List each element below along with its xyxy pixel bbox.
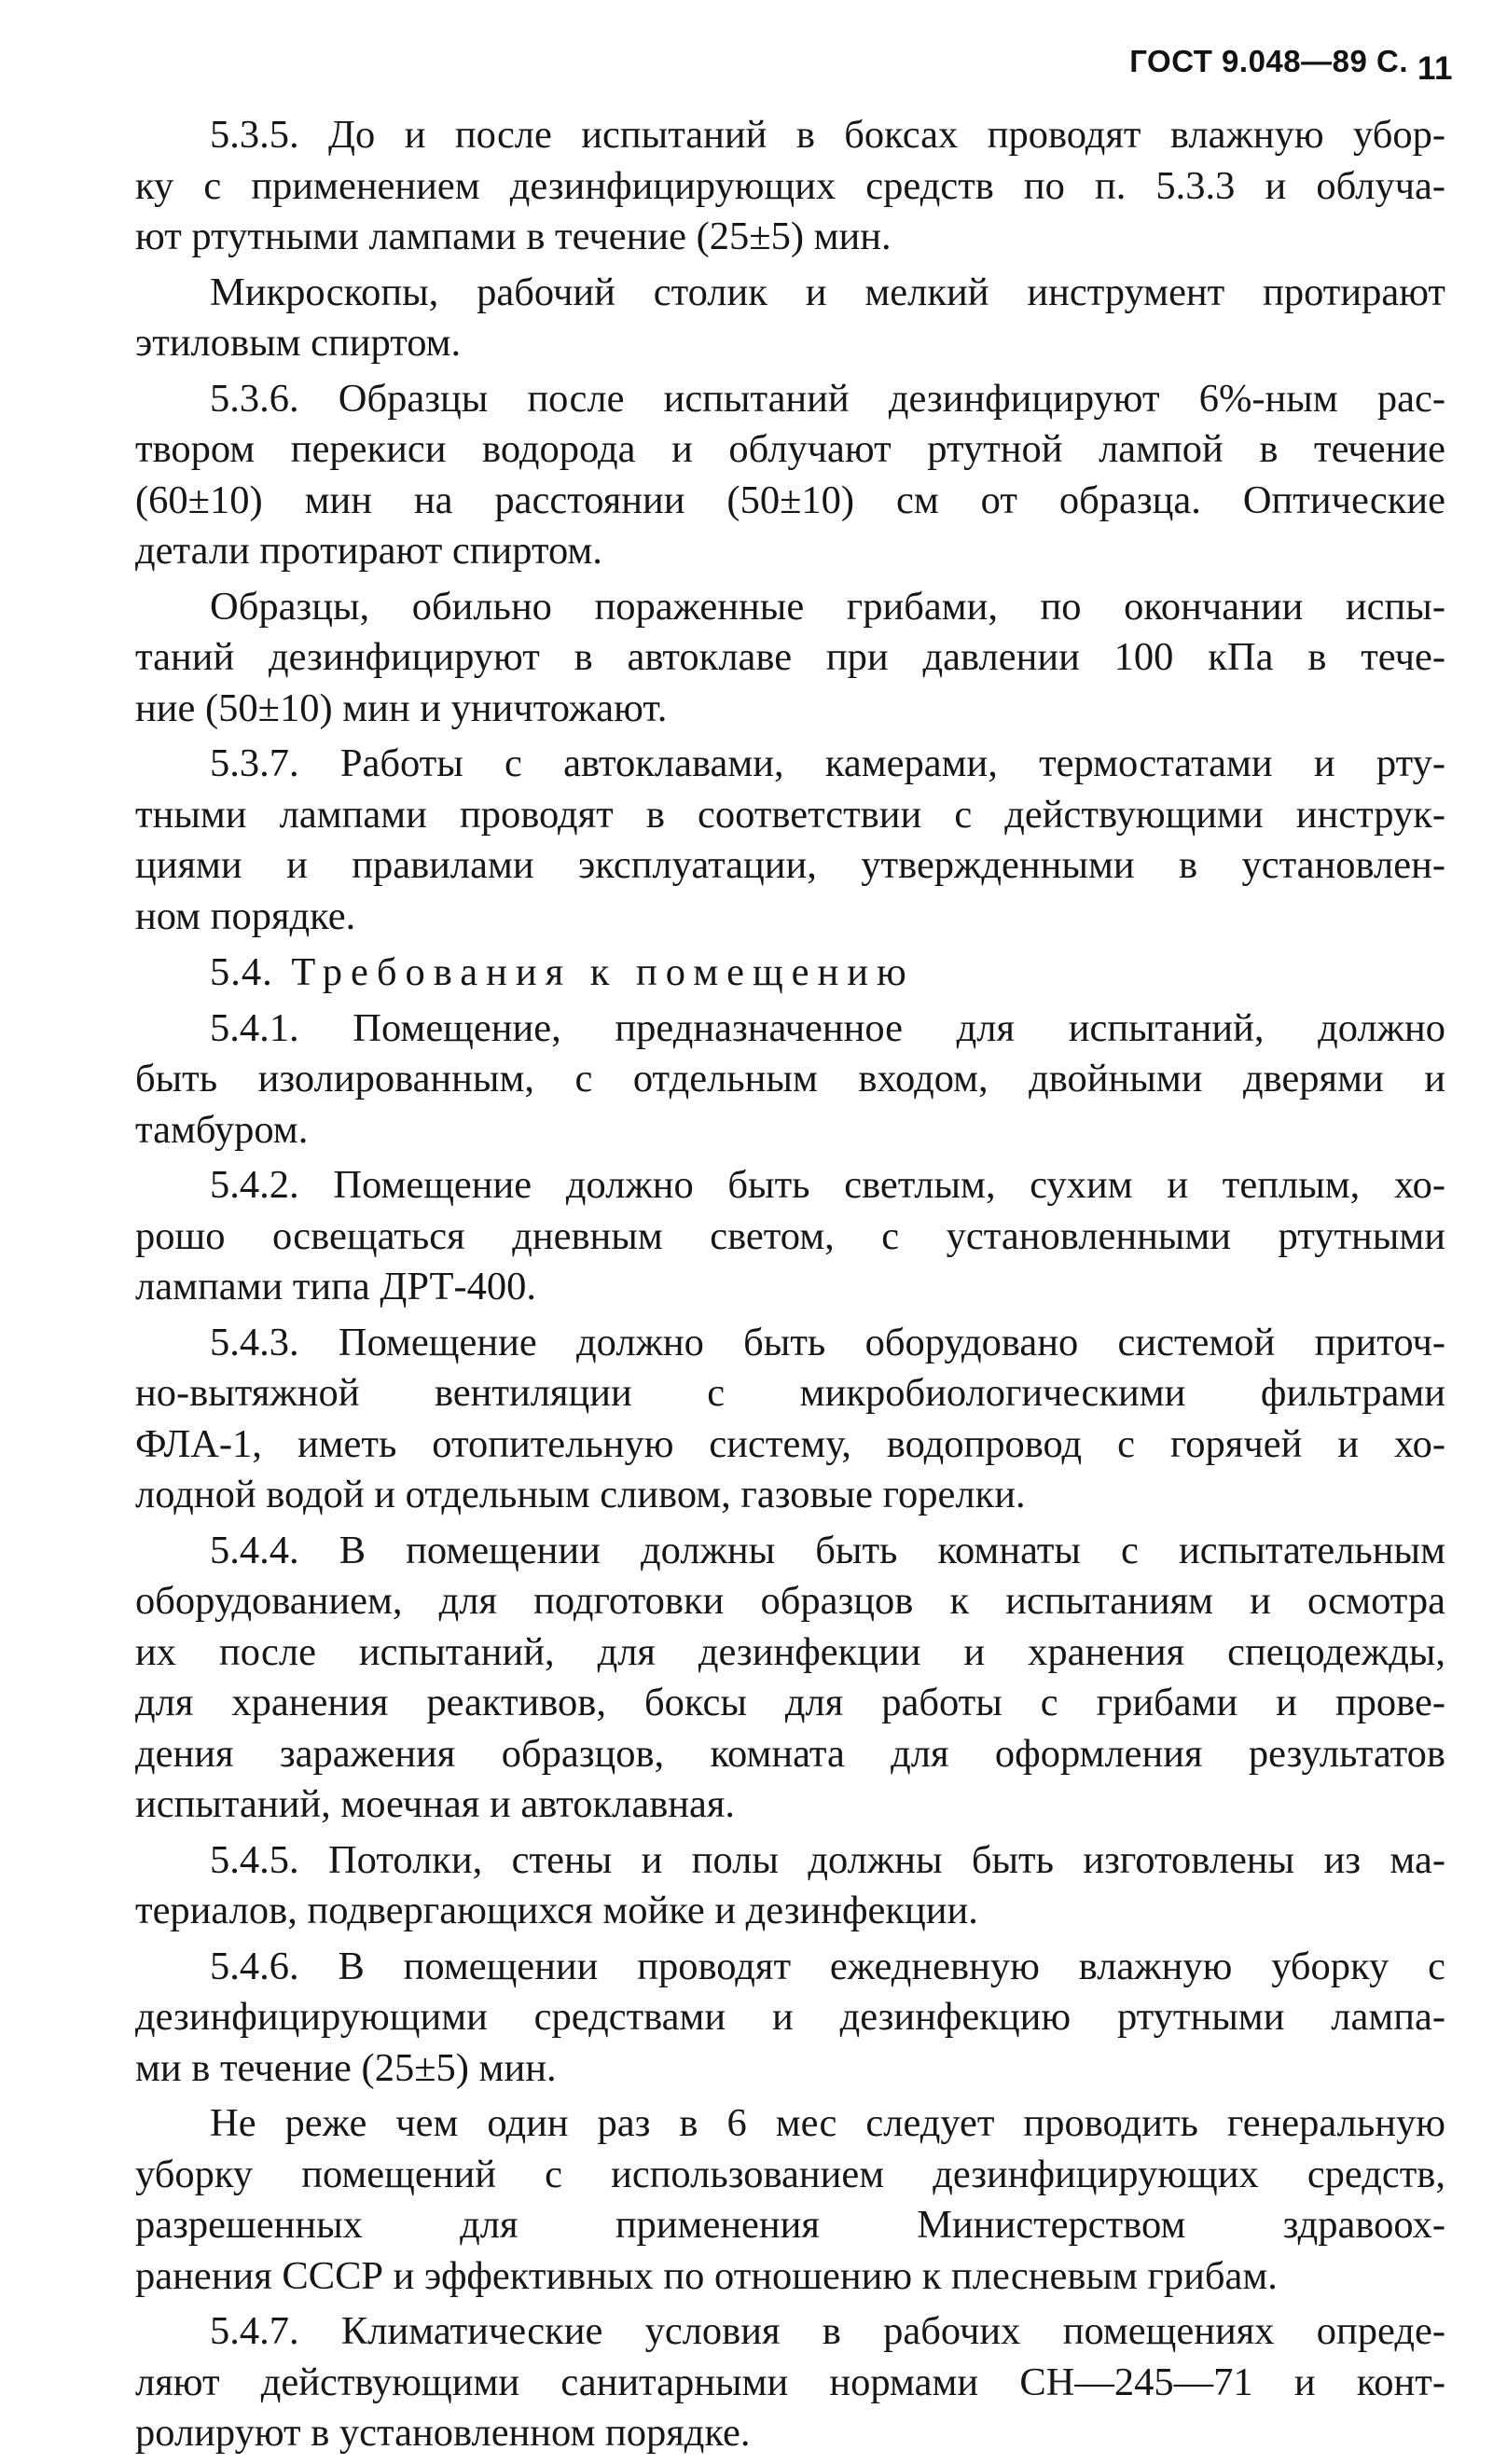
text-line: 5.4.3. Помещение должно быть оборудовано системой приточ- (210, 1320, 1445, 1364)
text-line: 5.4.1. Помещение, предназначенное для испытаний, должно (210, 1005, 1445, 1050)
text-line: испытаний, моечная и автоклавная. (135, 1782, 736, 1826)
text-line: лампами типа ДРТ-400. (135, 1265, 537, 1308)
paragraph (135, 268, 1445, 369)
paragraph (135, 2098, 1445, 2302)
paragraph (135, 1526, 1445, 1831)
text-line: тными лампами проводят в соответствии с действующими инструк- (135, 792, 1445, 837)
paragraph (135, 1835, 1445, 1937)
text-line: этиловым спиртом. (135, 321, 462, 365)
text-line: 5.4.6. В помещении проводят ежедневную влажную уборку с (210, 1944, 1445, 1988)
text-line: твором перекиси водорода и облучают ртутной лампой в течение (135, 427, 1445, 471)
paragraph (135, 739, 1445, 942)
text-line: ку с применением дезинфицирующих средств по п. 5.3.3 и облуча- (135, 163, 1445, 208)
text-line: ние (50±10) мин и уничтожают. (135, 685, 668, 730)
text-line: оборудованием, для подготовки образцов к испытаниям и осмотра (135, 1579, 1445, 1623)
text-line: Не реже чем один раз в 6 мес следует проводить генеральную (210, 2101, 1445, 2145)
text-line: ролируют в установленном порядке. (135, 2411, 751, 2455)
text-line: 5.4.5. Потолки, стены и полы должны быть изготовлены из ма- (210, 1837, 1445, 1882)
text-line: дезинфицирующими средствами и дезинфекцию ртутными лампа- (135, 1995, 1445, 2039)
standard-designation: ГОСТ 9.048—89 С. (1129, 44, 1408, 78)
text-line: 5.3.7. Работы с автоклавами, камерами, термостатами и рту- (210, 741, 1445, 785)
text-line: 5.3.5. До и после испытаний в боксах проводят влажную убор- (210, 113, 1445, 157)
text-line: ФЛА-1, иметь отопительную систему, водопровод с горячей и хо- (135, 1421, 1445, 1466)
text-line: таний дезинфицируют в автоклаве при давлении 100 кПа в тече- (135, 635, 1445, 679)
paragraph (135, 1004, 1445, 1156)
text-line: 5.4.4. В помещении должны быть комнаты с испытательным (210, 1528, 1445, 1572)
text-line: дения заражения образцов, комната для оформления результатов (135, 1731, 1445, 1776)
section-heading (135, 948, 1445, 999)
text-line: Микроскопы, рабочий столик и мелкий инструмент протирают (210, 270, 1445, 314)
text-line: уборку помещений с использованием дезинфицирующих средств, (135, 2152, 1445, 2196)
text-line: быть изолированным, с отдельным входом, двойными дверями и (135, 1057, 1445, 1100)
paragraph (135, 582, 1445, 735)
text-line: для хранения реактивов, боксы для работы с грибами и прове- (135, 1681, 1445, 1724)
text-line: ют ртутными лампами в течение (25±5) мин. (135, 215, 892, 258)
text-line: но-вытяжной вентиляции с микробиологическими фильтрами (135, 1371, 1445, 1415)
text-line: териалов, подвергающихся мойке и дезинфекции. (135, 1889, 978, 1932)
text-line: ном порядке. (135, 893, 356, 938)
text-line: Образцы, обильно пораженные грибами, по окончании испы- (210, 584, 1445, 629)
text-line: их после испытаний, для дезинфекции и хранения спецодежды, (135, 1629, 1445, 1674)
paragraph (135, 2306, 1445, 2459)
text-line: ранения СССР и эффективных по отношению к плесневым грибам. (135, 2253, 1278, 2298)
section-heading-text: Требования к помещению (291, 950, 915, 994)
text-line: ми в течение (25±5) мин. (135, 2045, 557, 2090)
page-number: 11 (1417, 50, 1453, 87)
text-line: циями и правилами эксплуатации, утвержденными в установлен- (135, 843, 1445, 887)
text-line: детали протирают спиртом. (135, 529, 602, 573)
text-line: рошо освещаться дневным светом, с установленными ртутными (135, 1213, 1445, 1258)
text-line: разрешенных для применения Министерством здравоох- (135, 2203, 1445, 2247)
paragraph (135, 1318, 1445, 1521)
section-5-4-paragraphs (135, 1004, 1445, 2459)
paragraph (135, 374, 1445, 577)
text-line: 5.4.7. Климатические условия в рабочих помещениях опреде- (210, 2309, 1445, 2353)
text-line: (60±10) мин на расстоянии (50±10) см от образца. Оптические (135, 478, 1445, 522)
section-5-3-paragraphs (135, 110, 1445, 942)
paragraph (135, 1942, 1445, 2095)
text-line: тамбуром. (135, 1107, 309, 1152)
text-line: 5.3.6. Образцы после испытаний дезинфицируют 6%-ным рас- (210, 376, 1445, 421)
text-line: ляют действующими санитарными нормами СН—245—71 и конт- (135, 2360, 1445, 2404)
paragraph (135, 110, 1445, 263)
section-heading-number: 5.4. (210, 950, 273, 994)
text-line: 5.4.2. Помещение должно быть светлым, сухим и теплым, хо- (210, 1163, 1445, 1207)
text-line: лодной водой и отдельным сливом, газовые горелки. (135, 1473, 1026, 1516)
page-header (1129, 43, 1453, 87)
document-body (135, 110, 1445, 2464)
paragraph (135, 1160, 1445, 1313)
